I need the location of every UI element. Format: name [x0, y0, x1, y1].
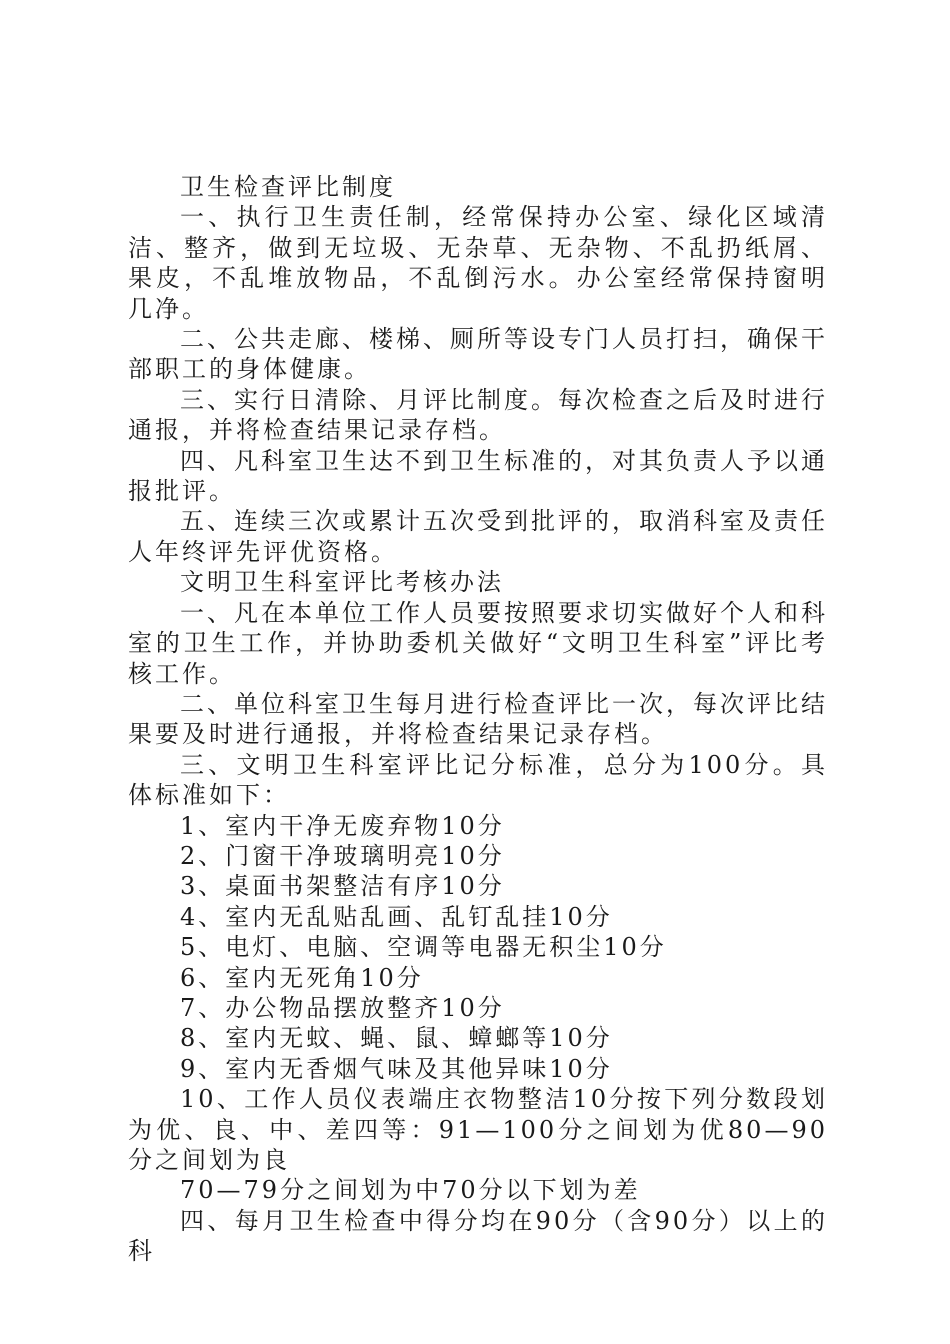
score-item-9: 9、室内无香烟气味及其他异味10分 — [180, 1054, 613, 1083]
score-item-3: 3、桌面书架整洁有序10分 — [180, 872, 505, 901]
section1-paragraph-1: 一、执行卫生责任制，经常保持办公室、绿化区域清洁、整齐，做到无垃圾、无杂草、无杂物、不乱扔纸屑、果皮，不乱堆放物品，不乱倒污水。办公室经常保持窗明几净。 — [128, 203, 828, 323]
score-item-6: 6、室内无死角10分 — [180, 963, 424, 992]
section1-title: 卫生检查评比制度 — [180, 173, 396, 201]
section1-paragraph-3: 三、实行日清除、月评比制度。每次检查之后及时进行通报，并将检查结果记录存档。 — [128, 385, 828, 445]
section2-paragraph-3: 三、文明卫生科室评比记分标准，总分为100分。具体标准如下： — [128, 750, 828, 810]
score-item-7: 7、办公物品摆放整齐10分 — [180, 993, 505, 1022]
score-item-2: 2、门窗干净玻璃明亮10分 — [180, 841, 505, 870]
score-item-8: 8、室内无蚊、蝇、鼠、蟑螂等10分 — [180, 1024, 613, 1053]
section2-paragraph-2: 二、单位科室卫生每月进行检查评比一次，每次评比结果要及时进行通报，并将检查结果记录存档。 — [128, 689, 828, 749]
score-item-5: 5、电灯、电脑、空调等电器无积尘10分 — [180, 933, 667, 962]
section1-paragraph-5: 五、连续三次或累计五次受到批评的，取消科室及责任人年终评先评优资格。 — [128, 507, 828, 566]
score-item-10: 10、工作人员仪表端庄衣物整洁10分按下列分数段划为优、良、中、差四等：91—100分之间划为优80—90分之间划为良 — [128, 1085, 828, 1174]
section2-paragraph-4: 四、每月卫生检查中得分均在90分（含90分）以上的科 — [128, 1206, 828, 1266]
section1-paragraph-4: 四、凡科室卫生达不到卫生标准的，对其负责人予以通报批评。 — [128, 446, 828, 506]
section1-paragraph-2: 二、公共走廊、楼梯、厕所等设专门人员打扫，确保干部职工的身体健康。 — [128, 325, 828, 384]
score-item-1: 1、室内干净无废弃物10分 — [180, 811, 505, 840]
document-body — [128, 172, 828, 1267]
grade-ranges: 70—79分之间划为中70分以下划为差 — [180, 1176, 641, 1205]
score-item-4: 4、室内无乱贴乱画、乱钉乱挂10分 — [180, 902, 613, 931]
section2-paragraph-1: 一、凡在本单位工作人员要按照要求切实做好个人和科室的卫生工作，并协助委机关做好“文明卫生科室”评比考核工作。 — [128, 598, 828, 688]
section2-title: 文明卫生科室评比考核办法 — [180, 568, 504, 597]
